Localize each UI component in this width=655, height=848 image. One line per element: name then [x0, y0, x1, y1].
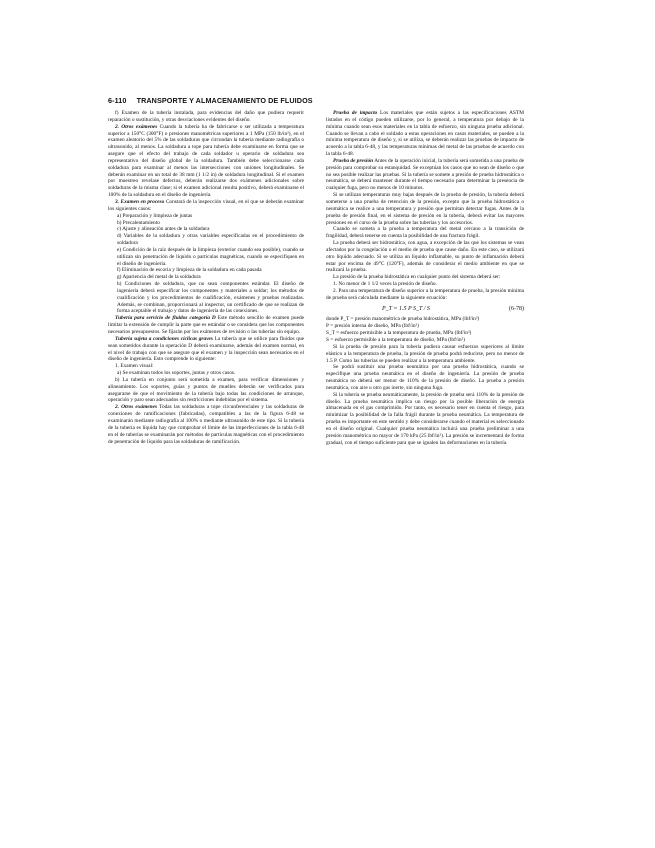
- list-item: [108, 233, 304, 247]
- paragraph: [326, 281, 524, 288]
- paragraph: [108, 124, 304, 199]
- paragraph-text: f) Examen de la tubería instalada, para evidencias del daño que pudiera requerir reparación o sustitución, y otras desviaciones evidentes del diseño.: [108, 110, 304, 123]
- list-item: [108, 213, 304, 220]
- paragraph-text: Antes de la operación inicial, la tubería será sometida a una prueba de presión para comprobar su estanquidad. Se exceptúan los casos que no sean de diseño o que no sea posible realizar las pruebas. Si la tubería se somete a presión de prueba hidrostática o neumática, se deberá mantener durante el tiempo necesario para determinar la presencia de cualquier fuga, pero no menos de 10 minutos.: [326, 157, 524, 192]
- paragraph-text: La prueba deberá ser hidrostática, con agua, a excepción de las que los sistemas se vean afectados por la congelación o el medio de prueba que cause daño. En este caso, se utilizará otro líquido adecuado. Si se utiliza un líquido inflamable, su punto de inflamación deberá estar por encima de 49°C (120°F), además de considerar el medio ambiente en que se realizará la prueba.: [326, 240, 524, 274]
- paragraph-text: 2. Para una temperatura de diseño superior a la temperatura de prueba, la presión mínima de prueba será calculada mediante la siguiente ecuación:: [326, 287, 524, 301]
- running-title: TRANSPORTE Y ALMACENAMIENTO DE FLUIDOS: [136, 96, 313, 105]
- paragraph: [108, 199, 304, 213]
- paragraph-text: La tubería que se utilice para fluidos que sean sometidos durante la operación D deberá examinarse, además del examen normal, en el nivel de trabajo con que se asegure que el examen y la inspección sean necesarios en el diseño de ingeniería. Esto comprende lo siguiente:: [108, 335, 304, 363]
- running-header: [108, 96, 313, 105]
- equation-number: (6-78): [509, 305, 524, 312]
- paragraph-text: a) Se examinan todos los soportes, juntas y otros casos.: [117, 370, 236, 377]
- paragraph: [108, 377, 304, 404]
- paragraph-text: b) La tubería en conjunto será sometida a examen, para verificar dimensiones y alineamiento. Los soportes, guías y puntos de muelles deberán ser verificados para asegurarse de que el movimiento de la tubería bajo todas las condiciones de arranque, operación y paro sean adecuados sin restricciones indebidas por el sistema.: [108, 376, 304, 404]
- definition-line: donde P_T = presión manométrica de prueba hidrostática, MPa (lbf/in²): [326, 316, 480, 323]
- right-text-column: [326, 110, 524, 447]
- paragraph: [108, 110, 304, 124]
- paragraph-text: Cuando se someta a la prueba a temperatura del metal cercano a la transición de fragilidad, deberá tenerse en cuenta la posibilidad de una fractura frágil.: [326, 226, 524, 240]
- paragraph-text: e) Condición de la raíz después de la limpieza (exterior cuando sea posible), cuando se utilizan sin penetración de líquido o partículas magnéticas, cuando se especifiquen en el diseño de ingeniería.: [117, 246, 304, 267]
- paragraph-text: Todas las soldaduras a tope circunferenciales y las soldaduras de conexiones de ramificaciones (fabricadas), compatibles a las de la figura 6-48 se examinarán mediante radiografía al 100% o mediante ultrasonido de este tipo. Si la tubería de la tubería es líquida hay que comprobar el límite de las imperfecciones de la tabla 6-48 en el de tuberías se examinarán por métodos de partículas magnéticas con el procedimiento de penetración de líquido para las soldaduras de ramificación.: [108, 404, 305, 445]
- paragraph-text: 1. Examen visual:: [115, 363, 154, 370]
- run-in-heading: 3. Examen en proceso: [115, 198, 165, 205]
- definition-line: P = presión interna de diseño, MPa (lbf/in²): [326, 323, 419, 330]
- paragraph-text: Constará de la inspección visual, en el que se deberán examinar los siguientes casos:: [108, 198, 304, 212]
- run-in-heading: 2. Otros exámenes: [115, 123, 158, 130]
- paragraph: [326, 288, 524, 302]
- paragraph: [108, 336, 304, 363]
- page-number: 6-110: [108, 96, 127, 105]
- list-item: [108, 247, 304, 268]
- paragraph-text: Se podrá sustituir una prueba neumática por una prueba hidrostática, cuando se especifique una prueba neumática en el diseño de ingeniería. La presión de prueba neumática no deberá ser menor de 110% de la presión de diseño. La prueba a presión neumática, con aire u otro gas inerte, sin ninguna fuga.: [326, 364, 524, 391]
- paragraph-text: 1. No menor de 1 1/2 veces la presión de diseño.: [333, 281, 437, 288]
- left-text-column: [108, 110, 304, 445]
- run-in-heading: Tubería para servicio de fluidos categoría D: [115, 315, 216, 322]
- paragraph-text: g) Apariencia del metal de la soldadura: [117, 274, 201, 281]
- paragraph: [326, 158, 524, 192]
- paragraph-text: c) Ajuste y alineación antes de la soldadura: [117, 226, 210, 233]
- paragraph: [326, 110, 524, 158]
- paragraph: [326, 274, 524, 281]
- run-in-heading: Tubería sujeta a condiciones cíclicas graves: [115, 335, 214, 342]
- paragraph: [326, 344, 524, 365]
- paragraph: [108, 404, 304, 445]
- paragraph: [326, 364, 524, 391]
- paragraph-text: Cuando la tubería ha de fabricarse o ser utilizada a temperatura superior a 150°C (300°F) o presiones manométricas superiores a 1 MPa (150 lb/in²), en el examen aleatorio del 5% de las soldaduras que circundan la tubería mediante radiografía o ultrasonido, al menos. La soldadura a tope para tubería debe examinarse en forma que se asegure que el efecto del trabajo de cada soldador u operario de soldadura sea representativo del diseño global de la soldadura. También debe seleccionarse cada soldadura para examinar al menos las intersecciones con uniones longitudinales. Se deberán examinar en un total de 38 mm (1 1/2 in) de soldadura longitudinal. Si el examen por muestreo revelase defectos, deberán realizarse dos exámenes adicionales sobre soldaduras de la misma clase; si el examen adicional resulta positivo, deberá examinarse el 100% de la soldadura en el diseño de ingeniería.: [108, 123, 304, 199]
- paragraph: [108, 315, 304, 336]
- paragraph: [326, 192, 524, 226]
- paragraph-text: Este método sencillo de examen puede limitar la extensión de cumplir la parte que es estándar o se considera que los componentes necesarios presupuestos. Se fijarán por los exámenes de revisión o las tuberías sin equipo.: [108, 315, 304, 335]
- run-in-heading: 2. Otros exámenes: [115, 404, 158, 411]
- paragraph-text: Si la prueba de presión para la tubería pudiera causar esfuerzos superiores al límite elástico a la temperatura de prueba, la presión de prueba podrá reducirse, pero no menor de 1.5 P. Como las tuberías se pueden realizar a la temperatura ambiente.: [326, 343, 524, 364]
- definition-line: S = esfuerzo permisible a la temperatura de diseño, MPa (lbf/in²): [326, 337, 465, 343]
- paragraph: [326, 226, 524, 240]
- run-in-heading: Prueba de impacto: [333, 110, 378, 116]
- list-item: [108, 281, 304, 315]
- paragraph-text: La presión de la prueba hidrostática en cualquier punto del sistema deberá ser:: [333, 274, 501, 281]
- list-item: [108, 370, 304, 377]
- paragraph-text: b) Precalentamiento: [117, 219, 160, 226]
- run-in-heading: Prueba de presión: [333, 157, 374, 164]
- paragraph-text: Si se utilizan temperaturas muy bajas después de la prueba de presión, la tubería deberá someterse a una prueba de retención de la presión, excepto que la prueba hidrostática o neumática se realice a una temperatura y presión que permitan detectar fugas. Antes de la prueba de presión final, en el sistema de presión en la tubería, deberá evitar las mayores presiones en el curso de la prueba sobre las tuberías y los accesorios.: [326, 192, 524, 226]
- paragraph-text: a) Preparación y limpieza de juntas: [117, 212, 193, 219]
- paragraph-text: Si la tubería se prueba neumáticamente, la presión de prueba será 110% de la presión de diseño. La prueba neumática implica un riesgo por la posible liberación de energía almacenada en el gas comprimido. Por tanto, es necesario tener en cuenta el riesgo, para minimizar la posibilidad de la falla frágil durante la prueba neumática. La temperatura de prueba es importante en este sentido y debe considerarse cuando el material es seleccionado en el diseño original. Cualquier prueba neumática incluirá una prueba preliminar a una presión manométrica no mayor de 170 kPa (25 lbf/in²). La presión se incrementará de forma gradual, con el tiempo suficiente para que se igualen las deformaciones en la tubería.: [326, 391, 524, 446]
- equation: [326, 306, 524, 313]
- paragraph-text: f) Eliminación de escoria y limpieza de la soldadura en cada pasada: [117, 267, 262, 274]
- paragraph-text: Los materiales que están sujetos a las especificaciones ASTM listados en el código pueden utilizarse, por lo general, a temperatura por debajo de la mínima cuando sean esos materiales en la tabla de esfuerzo, sin ninguna prueba adicional. Cuando se llevan a cabo el soldado a estas operaciones en casos materiales, se pueden a la mínima temperatura de diseño y, si se utiliza, se deberán realizar las pruebas de impacto de acuerdo a la tabla 6-48, y las temperaturas mínimas del metal de las pruebas de acuerdo con la tabla 6-48.: [326, 110, 524, 158]
- definition-line: S_T = esfuerzo permisible a la temperatura de prueba, MPa (lbf/in²): [326, 330, 472, 337]
- equation-formula: P_T = 1.5 P S_T / S: [382, 305, 430, 312]
- paragraph: [326, 240, 524, 274]
- paragraph: [326, 392, 524, 447]
- paragraph-text: h) Condiciones de soldadura, que no sean componentes estándar. El diseño de ingeniería deberá especificar los componentes y materiales a soldar; los métodos de cualificación y los procedimientos de cualificación, exámenes y pruebas realizadas. Además, se combinan, proporcionará al inspector, un certificado de que se realizan de forma aceptable el trabajo y datos de ingeniería de las conexiones.: [117, 281, 304, 315]
- variable-definitions: [326, 316, 524, 343]
- paragraph-text: d) Variables de la soldadura y otras variables especificadas en el procedimiento de soldadura: [117, 233, 304, 247]
